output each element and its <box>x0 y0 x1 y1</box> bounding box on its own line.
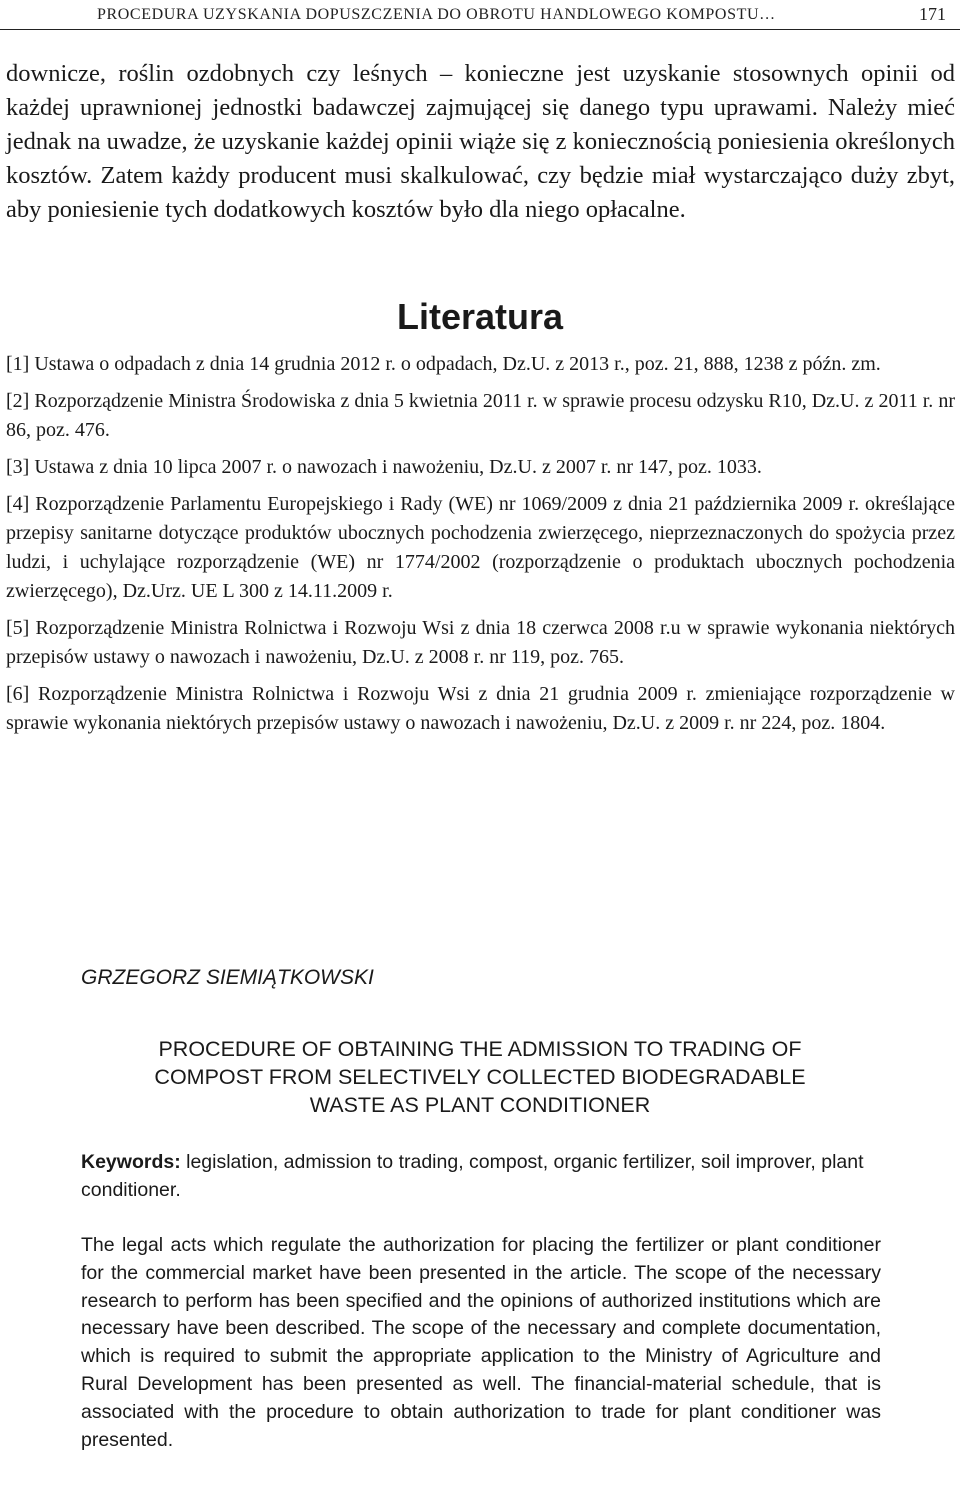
reference-list <box>6 350 955 746</box>
reference-item: [2] Rozporządzenie Ministra Środowiska z dnia 5 kwietnia 2011 r. w sprawie procesu odzysku R10, Dz.U. z 2011 r. nr 86, poz. 476. <box>6 390 955 441</box>
english-title-line: COMPOST FROM SELECTIVELY COLLECTED BIODEGRADABLE <box>154 1065 806 1089</box>
keywords-text: legislation, admission to trading, compost, organic fertilizer, soil improver, plant conditioner. <box>81 1151 864 1201</box>
keywords <box>81 1148 881 1204</box>
running-title: PROCEDURA UZYSKANIA DOPUSZCZENIA DO OBROTU HANDLOWEGO KOMPOSTU… <box>97 6 776 23</box>
running-header <box>0 0 960 30</box>
body-paragraph: downicze, roślin ozdobnych czy leśnych – konieczne jest uzyskanie stosownych opinii od każdej uprawnionej jednostki badawczej zajmującej się danego typu uprawami. Należy mieć jednak na uwadze, że uzyskanie każdej opinii wiąże się z koniecznością poniesienia określonych kosztów. Zatem każdy producent musi skalkulować, czy będzie miał wystarczająco duży zbyt, aby poniesienie tych dodatkowych kosztów było dla niego opłacalne. <box>6 60 955 223</box>
author-name: GRZEGORZ SIEMIĄTKOWSKI <box>81 966 374 989</box>
english-title <box>80 1035 880 1119</box>
reference-item: [5] Rozporządzenie Ministra Rolnictwa i Rozwoju Wsi z dnia 18 czerwca 2008 r.u w sprawie wykonania niektórych przepisów ustawy o nawozach i nawożeniu, Dz.U. z 2008 r. nr 119, poz. 765. <box>6 617 955 668</box>
english-title-line: WASTE AS PLANT CONDITIONER <box>309 1093 651 1117</box>
reference-item: [6] Rozporządzenie Ministra Rolnictwa i Rozwoju Wsi z dnia 21 grudnia 2009 r. zmieniające rozporządzenie w sprawie wykonania niektórych przepisów ustawy o nawozach i nawożeniu, Dz.U. z 2009 r. nr 224, poz. 1804. <box>6 683 955 734</box>
english-title-line: PROCEDURE OF OBTAINING THE ADMISSION TO TRADING OF <box>158 1037 802 1061</box>
abstract: The legal acts which regulate the authorization for placing the fertilizer or plant conditioner for the commercial market have been presented in the article. The scope of the necessary research to perform has been specified and the opinions of authorized institutions which are necessary have been described. The scope of the necessary and complete documentation, which is required to submit the appropriate application to the Ministry of Agriculture and Rural Development has been presented as well. The financial-material schedule, that is associated with the procedure to obtain authorization to trade for plant conditioner was presented. <box>81 1234 881 1451</box>
literature-heading: Literatura <box>396 296 564 337</box>
reference-item: [3] Ustawa z dnia 10 lipca 2007 r. o nawozach i nawożeniu, Dz.U. z 2007 r. nr 147, poz. 1033. <box>6 456 762 478</box>
page-number: 171 <box>919 4 946 24</box>
reference-item: [4] Rozporządzenie Parlamentu Europejskiego i Rady (WE) nr 1069/2009 z dnia 21 października 2009 r. określające przepisy sanitarne dotyczące produktów ubocznych pochodzenia zwierzęcego, nieprzeznaczonych do spożycia przez ludzi, i uchylające rozporządzenie (WE) nr 1774/2002 (rozporządzenie o produktach ubocznych pochodzenia zwierzęcego), Dz.Urz. UE L 300 z 14.11.2009 r. <box>6 493 955 602</box>
keywords-label: Keywords: <box>81 1151 181 1173</box>
reference-item: [1] Ustawa o odpadach z dnia 14 grudnia 2012 r. o odpadach, Dz.U. z 2013 r., poz. 21, 888, 1238 z późn. zm. <box>6 353 881 375</box>
